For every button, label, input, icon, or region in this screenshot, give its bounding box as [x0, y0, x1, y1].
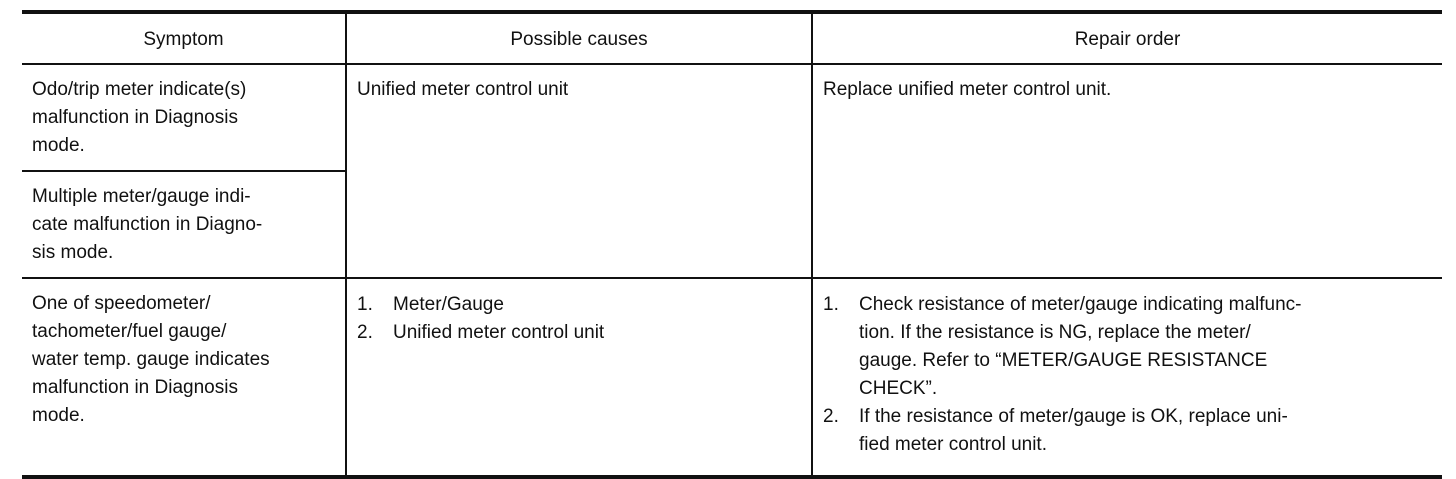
- header-symptom: Symptom: [22, 12, 346, 64]
- symptom-cell: [22, 171, 346, 278]
- symptom-table: [22, 10, 1442, 479]
- symptom-text: Multiple meter/gauge indi- cate malfunction in Diagno- sis mode.: [32, 186, 263, 263]
- list-item: [823, 291, 1432, 403]
- step-number: 1.: [823, 294, 839, 315]
- causes-cell-merged: [346, 64, 812, 278]
- causes-text: Unified meter control unit: [357, 79, 569, 100]
- symptom-cell: [22, 278, 346, 477]
- causes-list: [347, 279, 811, 355]
- symptom-text: Odo/trip meter indicate(s) malfunction in Diagnosis mode.: [32, 79, 247, 156]
- list-item: [823, 403, 1432, 459]
- step-number: 2.: [357, 322, 373, 343]
- repair-cell: [812, 278, 1442, 477]
- table-row: [22, 278, 1442, 477]
- symptom-text: One of speedometer/ tachometer/fuel gauge/ water temp. gauge indicates malfunction in Diagnosis mode.: [32, 293, 270, 426]
- repair-list: [813, 279, 1442, 467]
- repair-text: Replace unified meter control unit.: [823, 79, 1112, 100]
- step-number: 1.: [357, 294, 373, 315]
- causes-cell: [346, 278, 812, 477]
- symptom-cell: [22, 64, 346, 171]
- list-item: [357, 291, 801, 319]
- header-possible-causes: Possible causes: [346, 12, 812, 64]
- list-item: [357, 319, 801, 347]
- header-row: [22, 12, 1442, 64]
- header-repair-order: Repair order: [812, 12, 1442, 64]
- step-text: Meter/Gauge: [393, 294, 504, 315]
- step-number: 2.: [823, 406, 839, 427]
- step-text: Unified meter control unit: [393, 322, 605, 343]
- table-row: [22, 64, 1442, 171]
- step-text: Check resistance of meter/gauge indicating malfunc- tion. If the resistance is NG, replace the meter/ gauge. Refer to “METER/GAUGE RESISTANCE CHECK”.: [859, 294, 1302, 399]
- repair-cell-merged: [812, 64, 1442, 278]
- step-text: If the resistance of meter/gauge is OK, replace uni- fied meter control unit.: [859, 406, 1288, 455]
